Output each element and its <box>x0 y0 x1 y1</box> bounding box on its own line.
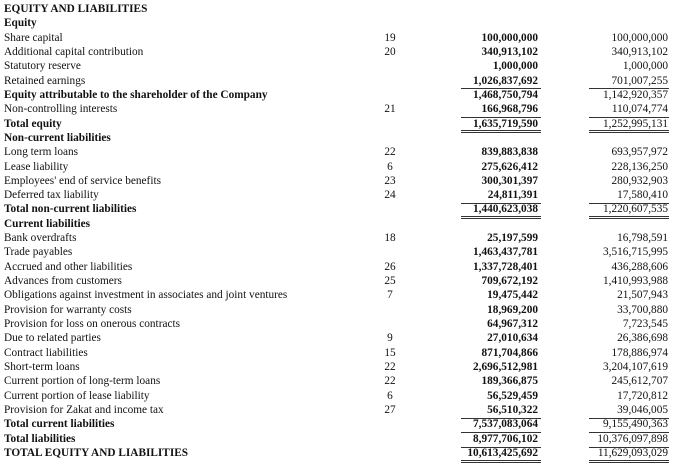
subtotal-rule <box>461 432 541 433</box>
row-current-value: 1,000,000 <box>492 60 538 73</box>
row-label: Total current liabilities <box>4 418 115 431</box>
row-label: Bank overdrafts <box>4 232 77 245</box>
row-label: Advances from customers <box>4 275 122 288</box>
table-row <box>0 131 680 145</box>
row-label: Current portion of lease liability <box>4 389 150 402</box>
row-current-value: 10,613,425,692 <box>467 447 538 460</box>
subtotal-rule <box>589 117 669 118</box>
row-label: Deferred tax liability <box>4 189 99 202</box>
row-current-value: 18,969,200 <box>487 303 538 316</box>
table-row <box>0 331 680 345</box>
row-current-value: 25,197,599 <box>487 232 538 245</box>
row-label: Total equity <box>4 117 62 130</box>
row-label: Long term loans <box>4 146 79 159</box>
row-previous-value: 17,720,812 <box>617 389 668 402</box>
row-current-value: 24,811,391 <box>487 189 538 202</box>
subtotal-rule <box>461 117 541 118</box>
row-note: 18 <box>384 232 396 245</box>
row-label: Due to related parties <box>4 332 101 345</box>
row-label: TOTAL EQUITY AND LIABILITIES <box>4 447 189 460</box>
row-current-value: 8,977,706,102 <box>473 432 538 445</box>
row-previous-value: 11,629,093,029 <box>597 447 668 460</box>
table-row <box>0 432 680 446</box>
row-previous-value: 16,798,591 <box>617 232 668 245</box>
row-label: Non-controlling interests <box>4 103 118 116</box>
row-note: 24 <box>384 189 396 202</box>
row-label: Non-current liabilities <box>4 131 111 144</box>
section-title-text: EQUITY AND LIABILITIES <box>4 3 148 15</box>
row-note: 7 <box>387 289 393 302</box>
row-previous-value: 3,516,715,995 <box>603 246 668 259</box>
subtotal-rule <box>589 432 669 433</box>
row-current-value: 1,463,437,781 <box>473 246 538 259</box>
row-previous-value: 228,136,250 <box>611 160 668 173</box>
section-title <box>0 2 680 16</box>
row-label: Equity <box>4 17 37 30</box>
row-previous-value: 7,723,545 <box>622 318 668 331</box>
row-previous-value: 33,700,880 <box>617 303 668 316</box>
row-current-value: 2,696,512,981 <box>473 361 538 374</box>
row-label: Statutory reserve <box>4 60 81 73</box>
row-current-value: 1,440,623,038 <box>473 203 538 216</box>
table-row <box>0 88 680 102</box>
row-current-value: 56,529,459 <box>487 389 538 402</box>
table-row <box>0 303 680 317</box>
row-current-value: 189,366,875 <box>481 375 538 388</box>
table-row <box>0 31 680 45</box>
row-label: Current portion of long-term loans <box>4 375 161 388</box>
row-current-value: 27,010,634 <box>487 332 538 345</box>
subtotal-rule <box>461 447 541 448</box>
subtotal-rule <box>589 88 669 89</box>
row-previous-value: 245,612,707 <box>611 375 668 388</box>
table-row <box>0 174 680 188</box>
row-label: Total non-current liabilities <box>4 203 137 216</box>
row-note: 9 <box>387 332 393 345</box>
row-previous-value: 693,957,972 <box>611 146 668 159</box>
row-label: Accrued and other liabilities <box>4 260 133 273</box>
row-note: 6 <box>387 160 393 173</box>
row-label: Provision for Zakat and income tax <box>4 404 164 417</box>
row-current-value: 56,510,322 <box>487 404 538 417</box>
row-current-value: 340,913,102 <box>481 45 538 58</box>
subtotal-rule <box>589 203 669 204</box>
row-current-value: 709,672,192 <box>481 275 538 288</box>
row-previous-value: 17,580,410 <box>617 189 668 202</box>
subtotal-rule <box>461 418 541 419</box>
total-double-rule <box>589 460 669 463</box>
table-row <box>0 389 680 403</box>
table-row <box>0 403 680 417</box>
row-note: 21 <box>384 103 396 116</box>
row-current-value: 871,704,866 <box>481 346 538 359</box>
table-row <box>0 16 680 30</box>
total-double-rule <box>461 460 541 463</box>
row-current-value: 300,301,397 <box>481 174 538 187</box>
row-label: Employees' end of service benefits <box>4 174 161 187</box>
table-row <box>0 245 680 259</box>
table-row <box>0 202 680 216</box>
row-current-value: 839,883,838 <box>481 146 538 159</box>
table-row <box>0 346 680 360</box>
row-previous-value: 178,886,974 <box>611 346 668 359</box>
table-row <box>0 117 680 131</box>
row-previous-value: 110,074,774 <box>611 103 668 116</box>
row-note: 25 <box>384 275 396 288</box>
row-label: Equity attributable to the shareholder of the Company <box>4 88 268 101</box>
table-row <box>0 160 680 174</box>
row-previous-value: 280,932,903 <box>611 174 668 187</box>
row-current-value: 19,475,442 <box>487 289 538 302</box>
row-note: 22 <box>384 375 396 388</box>
row-previous-value: 26,386,698 <box>617 332 668 345</box>
table-row <box>0 188 680 202</box>
row-label: Lease liability <box>4 160 69 173</box>
table-row <box>0 288 680 302</box>
table-row <box>0 374 680 388</box>
row-label: Trade payables <box>4 246 73 259</box>
row-current-value: 64,967,312 <box>487 318 538 331</box>
row-note: 22 <box>384 146 396 159</box>
row-label: Additional capital contribution <box>4 45 144 58</box>
subtotal-rule <box>589 418 669 419</box>
row-note: 19 <box>384 31 396 44</box>
row-previous-value: 9,155,490,363 <box>603 418 668 431</box>
row-previous-value: 1,142,920,357 <box>603 88 668 101</box>
subtotal-rule <box>461 203 541 204</box>
row-note: 15 <box>384 346 396 359</box>
table-row <box>0 274 680 288</box>
row-previous-value: 10,376,097,898 <box>597 432 668 445</box>
row-previous-value: 1,410,993,988 <box>603 275 668 288</box>
row-previous-value: 21,507,943 <box>617 289 668 302</box>
row-previous-value: 340,913,102 <box>611 45 668 58</box>
row-label: Short-term loans <box>4 361 80 374</box>
row-current-value: 166,968,796 <box>481 103 538 116</box>
row-note: 23 <box>384 174 396 187</box>
table-row <box>0 102 680 116</box>
table-row <box>0 145 680 159</box>
row-previous-value: 39,046,005 <box>617 404 668 417</box>
row-current-value: 7,537,083,064 <box>473 418 538 431</box>
table-row <box>0 446 680 460</box>
table-row <box>0 231 680 245</box>
row-note: 22 <box>384 361 396 374</box>
row-current-value: 1,337,728,401 <box>473 260 538 273</box>
row-label: Current liabilities <box>4 217 91 230</box>
table-row <box>0 74 680 88</box>
row-note: 26 <box>384 260 396 273</box>
row-note: 27 <box>384 404 396 417</box>
row-label: Contract liabilities <box>4 346 88 359</box>
row-current-value: 1,468,750,794 <box>473 88 538 101</box>
row-current-value: 275,626,412 <box>481 160 538 173</box>
row-previous-value: 1,252,995,131 <box>603 117 668 130</box>
row-label: Share capital <box>4 31 63 44</box>
row-previous-value: 436,288,606 <box>611 260 668 273</box>
row-note: 20 <box>384 45 396 58</box>
row-previous-value: 1,000,000 <box>622 60 668 73</box>
row-note: 6 <box>387 389 393 402</box>
row-label: Provision for loss on onerous contracts <box>4 318 181 331</box>
table-row <box>0 317 680 331</box>
row-label: Obligations against investment in associates and joint ventures <box>4 289 288 302</box>
row-label: Provision for warranty costs <box>4 303 132 316</box>
row-label: Retained earnings <box>4 74 86 87</box>
table-row <box>0 360 680 374</box>
row-previous-value: 1,220,607,535 <box>603 203 668 216</box>
row-current-value: 1,026,837,692 <box>473 74 538 87</box>
row-label: Total liabilities <box>4 432 76 445</box>
table-row <box>0 45 680 59</box>
row-previous-value: 100,000,000 <box>611 31 668 44</box>
subtotal-rule <box>589 447 669 448</box>
table-row <box>0 59 680 73</box>
row-current-value: 100,000,000 <box>481 31 538 44</box>
row-current-value: 1,635,719,590 <box>473 117 538 130</box>
table-row <box>0 417 680 431</box>
row-previous-value: 701,007,255 <box>611 74 668 87</box>
table-row <box>0 217 680 231</box>
row-previous-value: 3,204,107,619 <box>603 361 668 374</box>
subtotal-rule <box>461 88 541 89</box>
table-row <box>0 260 680 274</box>
